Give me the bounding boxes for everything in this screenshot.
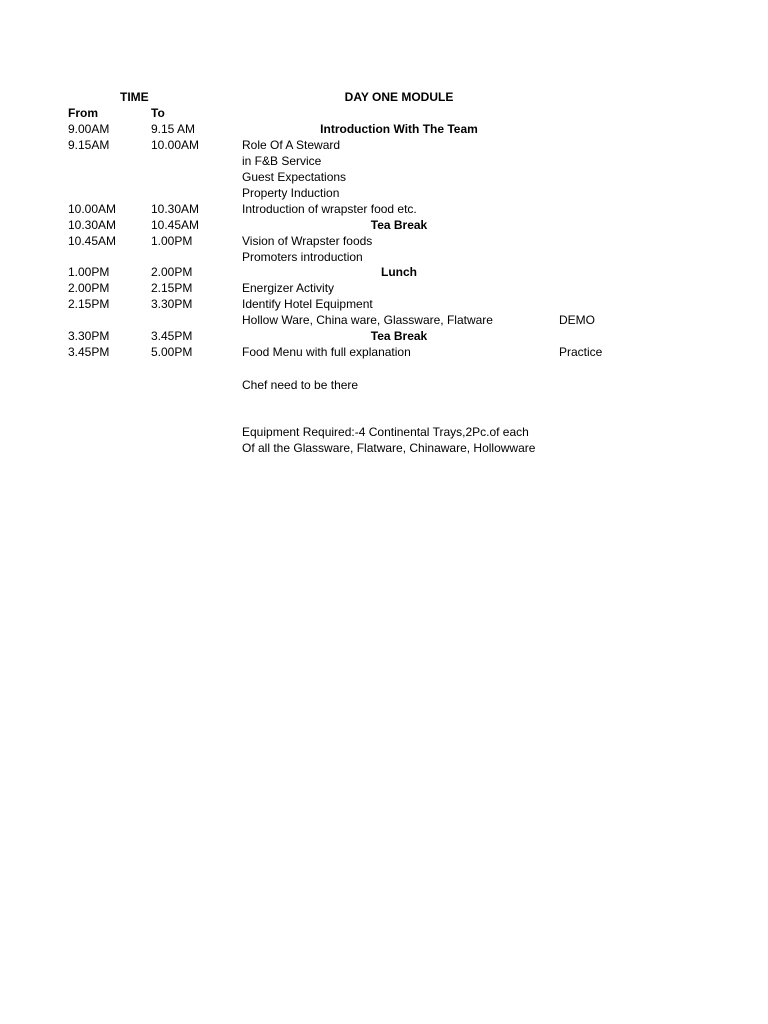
schedule-row	[0, 121, 768, 137]
from-time: 2.15PM	[68, 297, 110, 311]
header-row-1	[0, 89, 768, 105]
to-time: 3.30PM	[151, 297, 193, 311]
activity-note: DEMO	[559, 313, 595, 327]
schedule-row	[0, 169, 768, 185]
from-header: From	[68, 106, 98, 120]
schedule-row	[0, 153, 768, 169]
from-time: 10.30AM	[68, 218, 117, 232]
equipment-note: Equipment Required:-4 Continental Trays,2Pc.of each	[242, 425, 529, 439]
activity: Energizer Activity	[242, 281, 335, 295]
to-time: 10.45AM	[151, 218, 200, 232]
from-time: 2.00PM	[68, 281, 110, 295]
module-title: DAY ONE MODULE	[344, 90, 454, 104]
to-time: 10.30AM	[151, 202, 200, 216]
to-time: 2.15PM	[151, 281, 193, 295]
schedule-row	[0, 280, 768, 296]
activity: Introduction of wrapster food etc.	[242, 202, 417, 216]
schedule-row	[0, 217, 768, 233]
to-time: 3.45PM	[151, 329, 193, 343]
activity: Guest Expectations	[242, 170, 347, 184]
activity-heading: Lunch	[381, 265, 417, 279]
activity: Food Menu with full explanation	[242, 345, 411, 359]
to-header: To	[151, 106, 165, 120]
equipment-row-2	[0, 440, 768, 456]
activity: Hollow Ware, China ware, Glassware, Flatware	[242, 313, 493, 327]
schedule-row	[0, 201, 768, 217]
schedule-row	[0, 328, 768, 344]
schedule-row	[0, 264, 768, 280]
from-time: 3.45PM	[68, 345, 110, 359]
equipment-note: Of all the Glassware, Flatware, Chinaware, Hollowware	[242, 441, 536, 455]
activity-heading: Tea Break	[370, 329, 428, 343]
activity-note: Practice	[559, 345, 603, 359]
to-time: 1.00PM	[151, 234, 193, 248]
equipment-row-1	[0, 424, 768, 440]
schedule-row	[0, 344, 768, 360]
activity: Role Of A Steward	[242, 138, 341, 152]
to-time: 9.15 AM	[151, 122, 196, 136]
from-time: 9.00AM	[68, 122, 110, 136]
to-time: 5.00PM	[151, 345, 193, 359]
from-time: 3.30PM	[68, 329, 110, 343]
schedule-row	[0, 137, 768, 153]
activity-heading: Tea Break	[370, 218, 428, 232]
to-time: 2.00PM	[151, 265, 193, 279]
schedule-row	[0, 185, 768, 201]
activity: in F&B Service	[242, 154, 322, 168]
from-time: 1.00PM	[68, 265, 110, 279]
time-header: TIME	[120, 90, 149, 104]
schedule-row	[0, 233, 768, 249]
from-time: 10.00AM	[68, 202, 117, 216]
to-time: 10.00AM	[151, 138, 200, 152]
activity: Identify Hotel Equipment	[242, 297, 373, 311]
from-time: 9.15AM	[68, 138, 110, 152]
schedule-row	[0, 296, 768, 312]
schedule-row	[0, 249, 768, 265]
activity: Promoters introduction	[242, 250, 363, 264]
schedule-row	[0, 312, 768, 328]
header-row-2	[0, 105, 768, 121]
from-time: 10.45AM	[68, 234, 117, 248]
activity: Vision of Wrapster foods	[242, 234, 373, 248]
chef-note-row	[0, 377, 768, 393]
activity-heading: Introduction With The Team	[320, 122, 478, 136]
activity: Property Induction	[242, 186, 340, 200]
chef-note: Chef need to be there	[242, 378, 359, 392]
